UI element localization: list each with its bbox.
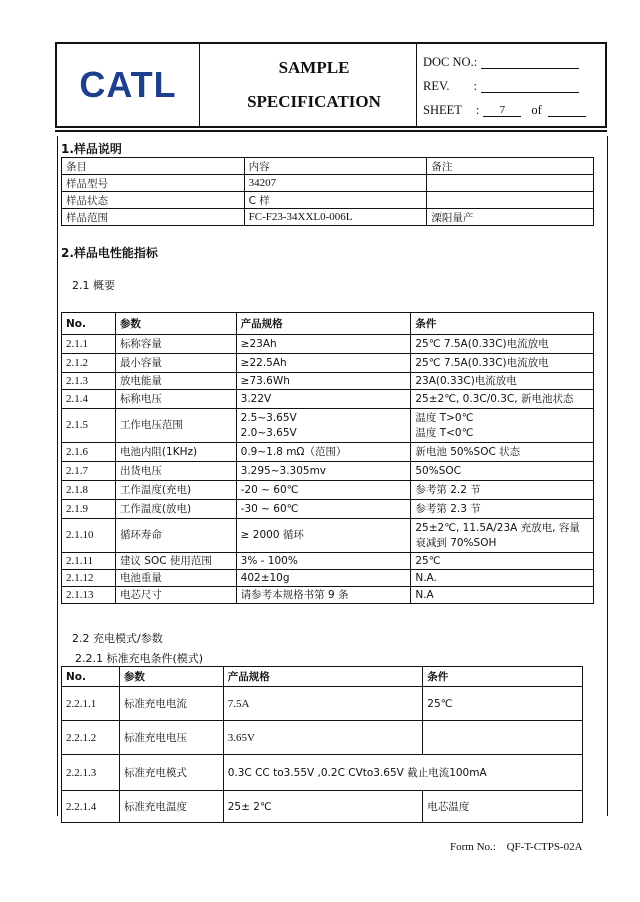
cell: 25℃: [423, 687, 583, 721]
sheet-value: 7: [483, 104, 521, 117]
sheet-colon: :: [475, 102, 480, 117]
col-header-content: 内容: [244, 158, 427, 175]
cell: 放电能量: [115, 373, 236, 390]
cell: [423, 721, 583, 755]
form-no-label: Form No.:: [450, 841, 496, 853]
cell: 2.1.6: [62, 443, 116, 462]
doc-no-row: [423, 50, 605, 74]
cell: 2.1.5: [62, 409, 116, 443]
cell: 2.1.7: [62, 462, 116, 481]
table-row: [62, 687, 583, 721]
cell: 参考第 2.3 节: [411, 500, 594, 519]
cell: 402±10g: [236, 570, 411, 587]
document-header: [55, 42, 607, 128]
cell: C 样: [244, 192, 427, 209]
table-header-row: [62, 313, 594, 335]
table-row: [62, 209, 594, 226]
cell: 工作温度(放电): [115, 500, 236, 519]
table-row: [62, 462, 594, 481]
title-line-2: SPECIFICATION: [247, 92, 381, 111]
cell: 50%SOC: [411, 462, 594, 481]
cell: 2.1.8: [62, 481, 116, 500]
subsection-2-2-1-title: 2.2.1 标准充电条件(模式): [75, 652, 204, 665]
col-header-item: 条目: [62, 158, 245, 175]
form-no-value: QF-T-CTPS-02A: [506, 841, 583, 853]
table-row: [62, 443, 594, 462]
table-row: [62, 373, 594, 390]
cell: 7.5A: [223, 687, 423, 721]
table-header-row: [62, 158, 594, 175]
cell: 25℃ 7.5A(0.33C)电流放电: [411, 354, 594, 373]
cell: 请参考本规格书第 9 条: [236, 587, 411, 604]
col-header-spec: 产品规格: [223, 667, 423, 687]
table-row: [62, 390, 594, 409]
cell: 样品型号: [62, 175, 245, 192]
cell: 25℃ 7.5A(0.33C)电流放电: [411, 335, 594, 354]
cell: 标称容量: [115, 335, 236, 354]
cell: 2.1.10: [62, 519, 116, 553]
table-row: [62, 175, 594, 192]
cell: 2.1.4: [62, 390, 116, 409]
cell: 电池重量: [115, 570, 236, 587]
cell: 2.2.1.2: [62, 721, 120, 755]
cell: ≥ 2000 循环: [236, 519, 411, 553]
table-row: [62, 791, 583, 823]
cell: 循环寿命: [115, 519, 236, 553]
rev-row: [423, 74, 605, 98]
table-row: [62, 192, 594, 209]
cell: 34207: [244, 175, 427, 192]
cell: 3.295~3.305mv: [236, 462, 411, 481]
cell: 3.65V: [223, 721, 423, 755]
col-header-condition: 条件: [411, 313, 594, 335]
sample-description-table: [61, 157, 594, 226]
cell: 电芯尺寸: [115, 587, 236, 604]
cell: 25± 2℃: [223, 791, 423, 823]
cell: 标准充电电压: [119, 721, 223, 755]
cell: -30 ~ 60℃: [236, 500, 411, 519]
cell: 2.5~3.65V 2.0~3.65V: [236, 409, 411, 443]
cell: 新电池 50%SOC 状态: [411, 443, 594, 462]
subsection-2-2-title: 2.2 充电模式/参数: [72, 632, 163, 645]
cell: 25℃: [411, 553, 594, 570]
title-line-1: SAMPLE: [278, 58, 350, 77]
cell: 3% - 100%: [236, 553, 411, 570]
spec-table-body: [62, 335, 594, 604]
cell: 标准充电温度: [119, 791, 223, 823]
cell: 标准充电电流: [119, 687, 223, 721]
cell: 0.3C CC to3.55V ,0.2C CVto3.65V 截止电流100mA: [223, 755, 582, 791]
header-divider: [55, 130, 607, 132]
cell: ≥73.6Wh: [236, 373, 411, 390]
cell: 最小容量: [115, 354, 236, 373]
cell: N.A.: [411, 570, 594, 587]
cell: 0.9~1.8 mΩ（范围）: [236, 443, 411, 462]
rev-label: REV.: [423, 78, 450, 93]
col-header-remark: 备注: [427, 158, 594, 175]
cell: 2.1.2: [62, 354, 116, 373]
table-row: [62, 409, 594, 443]
table-row: [62, 755, 583, 791]
cell: 25±2℃, 0.3C/0.3C, 新电池状态: [411, 390, 594, 409]
cell: 样品范围: [62, 209, 245, 226]
cell: 2.1.13: [62, 587, 116, 604]
cell: 电池内阻(1KHz): [115, 443, 236, 462]
of-label: of: [531, 102, 542, 117]
table-row: [62, 553, 594, 570]
cell: 电芯温度: [423, 791, 583, 823]
logo-text: CATL: [79, 64, 177, 105]
table-row: [62, 519, 594, 553]
cell: 2.1.1: [62, 335, 116, 354]
right-margin-line: [607, 136, 608, 816]
cell: 2.1.12: [62, 570, 116, 587]
left-margin-line: [57, 136, 58, 816]
table-row: [62, 721, 583, 755]
section-2-title: 2.样品电性能指标: [61, 246, 158, 260]
cell: 2.1.11: [62, 553, 116, 570]
col-header-no: No.: [62, 313, 116, 335]
rev-field: [481, 80, 579, 93]
cell: 溧阳量产: [427, 209, 594, 226]
cell: 3.22V: [236, 390, 411, 409]
cell: 建议 SOC 使用范围: [115, 553, 236, 570]
table-row: [62, 587, 594, 604]
cell: 2.2.1.4: [62, 791, 120, 823]
cell: [427, 192, 594, 209]
cell: 2.2.1.3: [62, 755, 120, 791]
cell: ≥23Ah: [236, 335, 411, 354]
cell: 2.2.1.1: [62, 687, 120, 721]
charge-condition-table: [61, 666, 583, 823]
company-logo: [57, 44, 200, 126]
document-meta: [417, 44, 605, 126]
cell: 温度 T>0℃ 温度 T<0℃: [411, 409, 594, 443]
cell: 标称电压: [115, 390, 236, 409]
cell: 出货电压: [115, 462, 236, 481]
table-row: [62, 570, 594, 587]
cell: 2.1.3: [62, 373, 116, 390]
col-header-spec: 产品规格: [236, 313, 411, 335]
cell: 25±2℃, 11.5A/23A 充放电, 容量 衰减到 70%SOH: [411, 519, 594, 553]
doc-no-label: DOC NO.:: [423, 54, 478, 69]
subsection-2-1-title: 2.1 概要: [72, 279, 115, 292]
table-row: [62, 481, 594, 500]
cell: 标准充电模式: [119, 755, 223, 791]
cell: 参考第 2.2 节: [411, 481, 594, 500]
sheet-total-field: [548, 104, 586, 117]
table-row: [62, 354, 594, 373]
table-row: [62, 500, 594, 519]
col-header-param: 参数: [115, 313, 236, 335]
electrical-spec-table: [61, 312, 594, 604]
col-header-condition: 条件: [423, 667, 583, 687]
doc-no-field: [481, 56, 579, 69]
cell: 工作电压范围: [115, 409, 236, 443]
cell: 样品状态: [62, 192, 245, 209]
section-1-title: 1.样品说明: [61, 142, 122, 156]
cell: -20 ~ 60℃: [236, 481, 411, 500]
table-row: [62, 335, 594, 354]
rev-colon: :: [473, 78, 477, 93]
table-header-row: [62, 667, 583, 687]
col-header-no: No.: [62, 667, 120, 687]
cell: [427, 175, 594, 192]
cell: N.A: [411, 587, 594, 604]
cell: FC-F23-34XXL0-006L: [244, 209, 427, 226]
form-number: [450, 841, 583, 853]
cell: 工作温度(充电): [115, 481, 236, 500]
sheet-row: [423, 98, 605, 122]
document-title: [200, 44, 417, 126]
sheet-label: SHEET: [423, 102, 462, 117]
col-header-param: 参数: [119, 667, 223, 687]
cell: 2.1.9: [62, 500, 116, 519]
cell: 23A(0.33C)电流放电: [411, 373, 594, 390]
cell: ≥22.5Ah: [236, 354, 411, 373]
